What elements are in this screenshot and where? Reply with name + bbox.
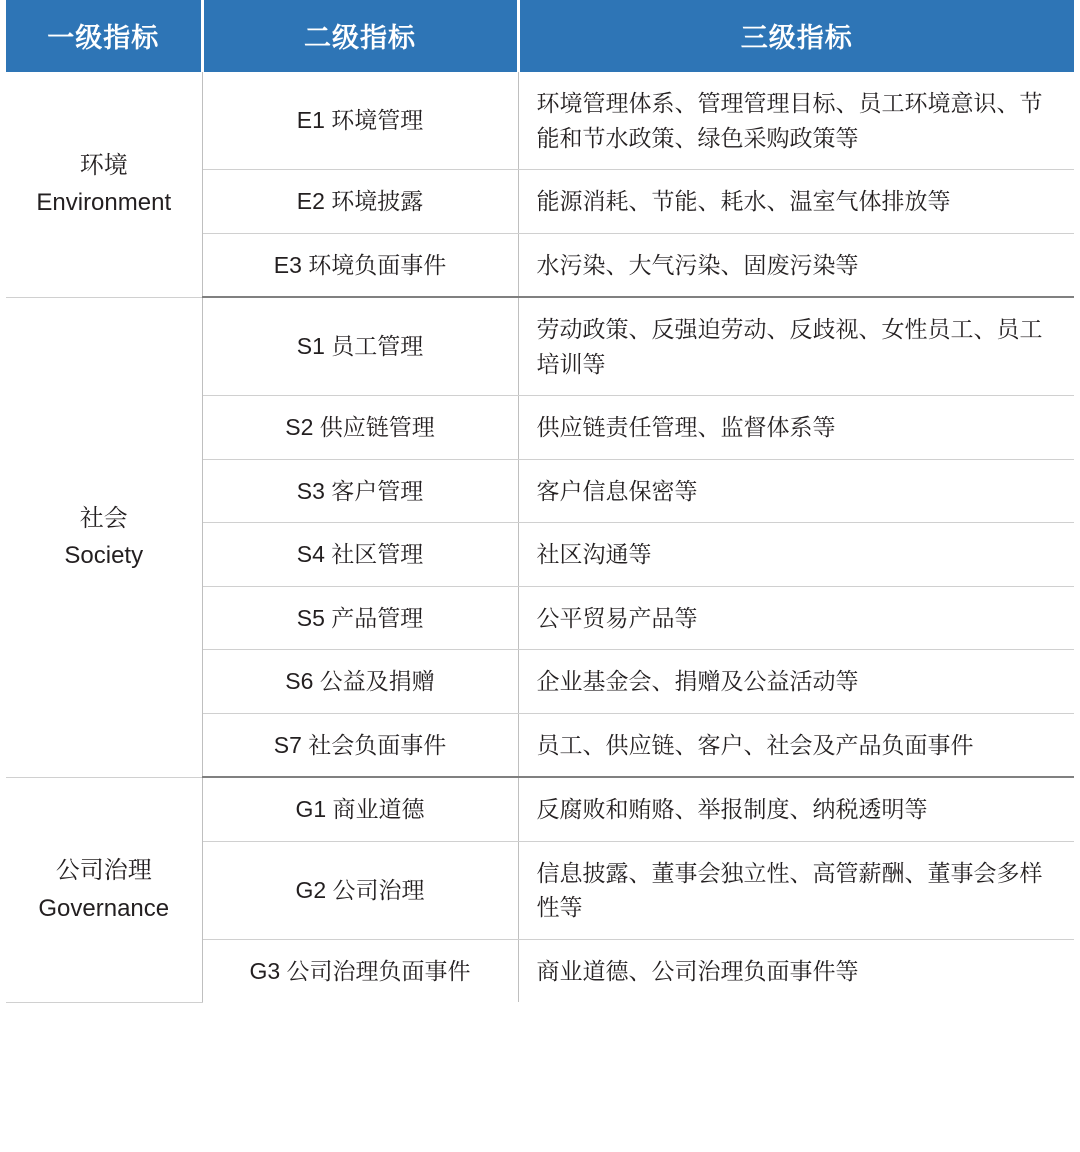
table-row xyxy=(6,297,1074,396)
level2-cell: G2 公司治理 xyxy=(202,841,518,939)
level1-label-cn: 环境 xyxy=(79,152,128,180)
level2-cell: S7 社会负面事件 xyxy=(202,713,518,777)
level1-label-en: Governance xyxy=(38,894,170,922)
level2-cell: S1 员工管理 xyxy=(202,297,518,396)
level2-cell: E1 环境管理 xyxy=(202,72,518,170)
level3-cell: 供应链责任管理、监督体系等 xyxy=(518,396,1074,460)
esg-indicator-table xyxy=(6,0,1074,1003)
level1-label-en: Environment xyxy=(36,189,172,217)
level3-cell: 员工、供应链、客户、社会及产品负面事件 xyxy=(518,713,1074,777)
level3-cell: 信息披露、董事会独立性、高管薪酬、董事会多样性等 xyxy=(518,841,1074,939)
level1-cell-governance xyxy=(6,777,202,1002)
table-body xyxy=(6,72,1074,1002)
header-row xyxy=(6,0,1074,72)
level2-cell: S3 客户管理 xyxy=(202,459,518,523)
level3-cell: 商业道德、公司治理负面事件等 xyxy=(536,957,859,984)
level3-cell: 环境管理体系、管理管理目标、员工环境意识、节能和节水政策、绿色采购政策等 xyxy=(518,72,1074,170)
level3-cell: 社区沟通等 xyxy=(518,523,1074,587)
level2-cell: S2 供应链管理 xyxy=(202,396,518,460)
level2-cell: E2 环境披露 xyxy=(202,170,518,234)
table-header xyxy=(6,0,1074,72)
level1-cell-society xyxy=(6,297,202,777)
level1-label-cn: 公司治理 xyxy=(55,857,152,885)
column-header-level3: 三级指标 xyxy=(518,0,1074,72)
table-row xyxy=(6,72,1074,170)
level3-cell: 能源消耗、节能、耗水、温室气体排放等 xyxy=(518,170,1074,234)
level2-cell: G3 公司治理负面事件 xyxy=(202,939,518,1002)
level2-cell: S4 社区管理 xyxy=(202,523,518,587)
level3-cell: 水污染、大气污染、固废污染等 xyxy=(518,233,1074,297)
level2-cell: E3 环境负面事件 xyxy=(202,233,518,297)
level2-cell: S5 产品管理 xyxy=(202,586,518,650)
level3-cell: 反腐败和贿赂、举报制度、纳税透明等 xyxy=(518,777,1074,841)
column-header-level1: 一级指标 xyxy=(6,0,202,72)
level2-cell: G1 商业道德 xyxy=(202,777,518,841)
level3-cell: 客户信息保密等 xyxy=(518,459,1074,523)
column-header-level2: 二级指标 xyxy=(202,0,518,72)
level3-cell: 企业基金会、捐赠及公益活动等 xyxy=(518,650,1074,714)
level2-cell: S6 公益及捐赠 xyxy=(202,650,518,714)
level3-cell: 劳动政策、反强迫劳动、反歧视、女性员工、员工培训等 xyxy=(518,297,1074,396)
level1-cell-environment xyxy=(6,72,202,297)
level1-label-en: Society xyxy=(64,542,144,569)
level1-label-cn: 社会 xyxy=(79,504,128,532)
level3-cell: 公平贸易产品等 xyxy=(518,586,1074,650)
table-row xyxy=(6,777,1074,841)
